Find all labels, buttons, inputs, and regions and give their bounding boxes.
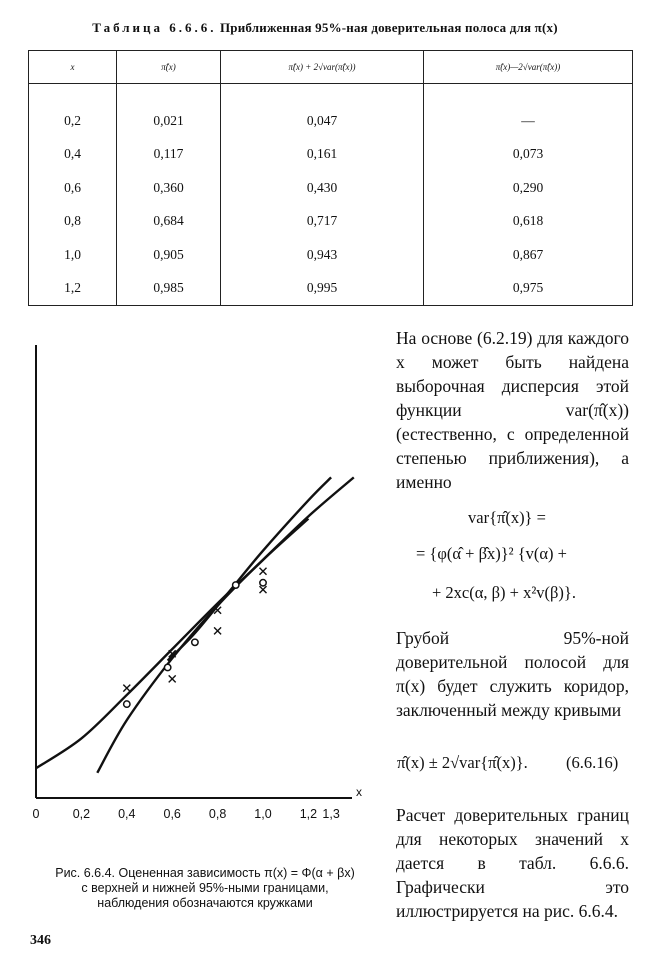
cell-estimate: 0,684 (117, 205, 221, 239)
formula-variance: var{π̂(x)} = (468, 508, 546, 527)
x-tick-label: 0,4 (118, 807, 136, 821)
cell-upper: 0,717 (221, 205, 424, 239)
formula-covariance: + 2xc(α, β) + x²v(β)}. (432, 583, 576, 602)
cell-lower: 0,618 (424, 205, 633, 239)
cell-upper: 0,430 (221, 171, 424, 205)
table-row (29, 272, 633, 306)
table-row (29, 138, 633, 172)
cell-lower: — (424, 104, 633, 138)
observation-circle (192, 639, 198, 645)
cell-lower: 0,975 (424, 272, 633, 306)
formula-number: (6.6.16) (566, 753, 619, 772)
observation-circle (124, 701, 130, 707)
table-row (29, 205, 633, 239)
band-cross-marker (260, 568, 267, 575)
header-x: x (29, 51, 117, 84)
cell-x: 0,6 (29, 171, 117, 205)
cell-x: 0,4 (29, 138, 117, 172)
figure-caption-line: Рис. 6.6.4. Оцененная зависимость π(x) = Φ(α + βx) (55, 866, 355, 880)
x-tick-label: 0 (32, 807, 40, 821)
cell-estimate: 0,117 (117, 138, 221, 172)
paragraph-band: Грубой 95%-ной доверительной полосой для π(x) будет служить коридор, заключенный между кривыми (396, 628, 629, 720)
table-caption-text: Приближенная 95%-ная доверительная полоса для π(x) (219, 20, 558, 35)
table-row (29, 238, 633, 272)
paragraph-reference: Расчет доверительных границ для некоторых значений x дается в табл. 6.6.6. Графически это иллюстрируется на рис. 6.6.4. (396, 805, 629, 921)
x-tick-label: 1,3 (322, 807, 340, 821)
cell-upper: 0,995 (221, 272, 424, 306)
figure-caption-line: с верхней и нижней 95%-ными границами, (81, 881, 329, 895)
paragraph-variance: На основе (6.2.19) для каждого x может быть найдена выборочная дисперсия этой функции var(π̂(x)) (естественно, с определенной степенью приближения), а именно (396, 328, 629, 492)
series-line (97, 519, 308, 773)
x-tick-label: 1,2 (299, 807, 318, 821)
cell-estimate: 0,905 (117, 238, 221, 272)
page-number: 346 (30, 933, 51, 948)
band-cross-marker (214, 627, 221, 634)
x-tick-label: 0,8 (208, 807, 227, 821)
cell-estimate: 0,021 (117, 104, 221, 138)
band-cross-marker (123, 685, 130, 692)
cell-upper: 0,943 (221, 238, 424, 272)
band-cross-marker (260, 586, 267, 593)
formula-phi: = {φ(α̂ + β̂x)}² {v(α) + (416, 544, 567, 563)
x-tick-label: 0,2 (72, 807, 91, 821)
formula-band: π̂(x) ± 2√var{π̂(x)}. (397, 753, 528, 772)
x-axis-label: x (356, 785, 362, 799)
band-cross-marker (169, 675, 176, 682)
cell-upper: 0,161 (221, 138, 424, 172)
confidence-band-chart (0, 335, 380, 835)
header-lower: π̂(x)—2√var(π̂(x)) (424, 51, 633, 84)
observation-circle (233, 582, 239, 588)
cell-estimate: 0,985 (117, 272, 221, 306)
header-upper: π̂(x) + 2√var(π̂(x)) (221, 51, 424, 84)
table-row (29, 104, 633, 138)
x-tick-label: 0,6 (163, 807, 181, 821)
figure-caption (30, 866, 380, 911)
table-header-row (29, 51, 633, 84)
figure-caption-line: наблюдения обозначаются кружками (97, 896, 313, 910)
table-caption (0, 20, 650, 36)
cell-lower: 0,073 (424, 138, 633, 172)
observation-circle (260, 580, 266, 586)
observation-circle (164, 664, 170, 670)
cell-lower: 0,867 (424, 238, 633, 272)
cell-x: 1,0 (29, 238, 117, 272)
cell-estimate: 0,360 (117, 171, 221, 205)
cell-x: 1,2 (29, 272, 117, 306)
confidence-band-table (28, 50, 633, 306)
cell-x: 0,8 (29, 205, 117, 239)
table-caption-label: Таблица 6.6.6. (92, 20, 217, 35)
cell-upper: 0,047 (221, 104, 424, 138)
cell-lower: 0,290 (424, 171, 633, 205)
cell-x: 0,2 (29, 104, 117, 138)
table-row (29, 171, 633, 205)
header-estimate: π̂(x) (117, 51, 221, 84)
x-tick-label: 1,0 (254, 807, 272, 821)
